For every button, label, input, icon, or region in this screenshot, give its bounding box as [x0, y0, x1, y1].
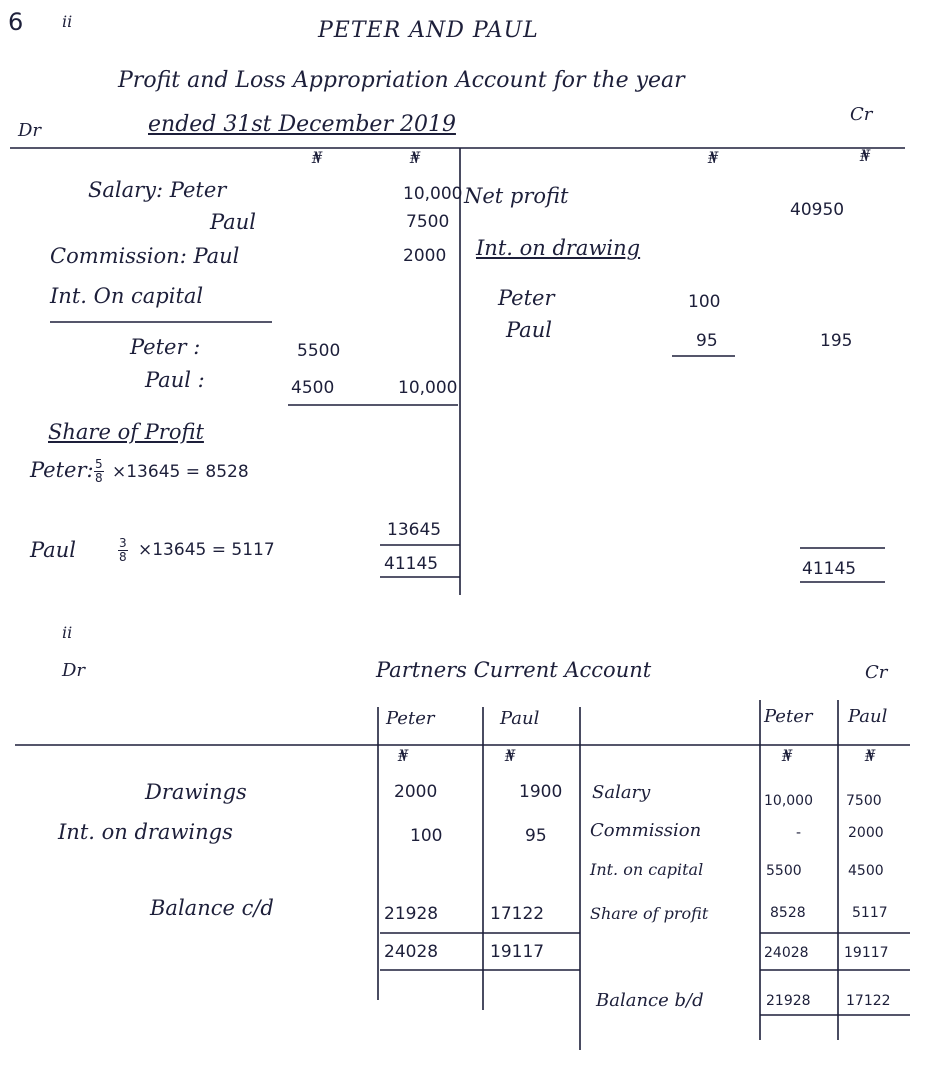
salary-paul-amount: 7500: [406, 212, 450, 232]
int-drawings-label: Int. on drawings: [58, 820, 233, 844]
currency-marker: ₦: [312, 148, 323, 167]
credit-total-paul: 19117: [844, 945, 889, 961]
peter-share-calc: ×13645 = 8528: [112, 462, 249, 482]
int-drawing-label: Int. on drawing: [476, 236, 641, 260]
question-number: 6: [8, 8, 24, 36]
balance-bd-peter: 21928: [766, 993, 811, 1009]
int-capital-row-label: Int. on capital: [590, 860, 704, 879]
currency-marker: ₦: [782, 746, 793, 765]
net-profit-label: Net profit: [464, 184, 569, 208]
int-drawings-paul: 95: [525, 826, 547, 846]
commission-row-label: Commission: [590, 820, 702, 841]
fraction-numerator: 3: [119, 536, 127, 550]
drawings-label: Drawings: [145, 780, 247, 804]
int-capital-total: 10,000: [398, 378, 458, 398]
share-of-profit-label: Share of Profit: [48, 420, 204, 444]
currency-marker: ₦: [860, 146, 871, 165]
balance-cd-label: Balance c/d: [150, 896, 274, 920]
col-paul-credit: Paul: [848, 706, 888, 727]
debit-total-paul: 19117: [490, 942, 545, 962]
commission-amount: 2000: [403, 246, 447, 266]
drawings-paul: 1900: [519, 782, 563, 802]
balance-bd-label: Balance b/d: [596, 990, 704, 1011]
current-account-title: Partners Current Account: [376, 658, 652, 682]
paul-share-fraction: [118, 537, 128, 563]
company-title: PETER AND PAUL: [318, 18, 539, 43]
peter-share-fraction: [94, 458, 104, 484]
int-drawing-peter-label: Peter: [498, 286, 555, 310]
commission-label: Commission: Paul: [50, 244, 240, 268]
fraction-denominator: 8: [95, 470, 103, 485]
account-subtitle: ended 31st December 2019: [148, 112, 456, 137]
int-drawing-paul-label: Paul: [506, 318, 552, 342]
share-profit-paul: 5117: [852, 905, 888, 921]
int-drawings-peter: 100: [410, 826, 443, 846]
credit-total-peter: 24028: [764, 945, 809, 961]
cr-label: Cr: [850, 104, 873, 125]
currency-marker: ₦: [398, 746, 409, 765]
net-profit-amount: 40950: [790, 200, 845, 220]
int-drawing-total: 195: [820, 331, 853, 351]
salary-paul-label: Paul: [210, 210, 256, 234]
credit-total: 41145: [802, 559, 857, 579]
question-part: ii: [62, 12, 73, 31]
debit-total: 41145: [384, 554, 439, 574]
paul-share-label: Paul: [30, 538, 76, 562]
int-drawing-paul-amount: 95: [696, 331, 718, 351]
int-capital-peter-amount: 5500: [297, 341, 341, 361]
share-profit-row-label: Share of profit: [590, 904, 709, 923]
int-capital-peter: 5500: [766, 863, 802, 879]
int-capital-paul: 4500: [848, 863, 884, 879]
account-title: Profit and Loss Appropriation Account for the year: [118, 68, 685, 93]
dr-label: Dr: [18, 120, 42, 141]
commission-peter: -: [796, 825, 802, 841]
debit-total-peter: 24028: [384, 942, 439, 962]
share-total: 13645: [387, 520, 442, 540]
ca-dr-label: Dr: [62, 660, 86, 681]
int-capital-label: Int. On capital: [50, 284, 204, 308]
int-drawing-peter-amount: 100: [688, 292, 721, 312]
balance-cd-paul: 17122: [490, 904, 545, 924]
col-peter-credit: Peter: [764, 706, 813, 727]
int-capital-paul-label: Paul :: [145, 368, 205, 392]
balance-cd-peter: 21928: [384, 904, 439, 924]
salary-label: Salary: Peter: [88, 178, 227, 202]
salary-peter: 10,000: [764, 793, 813, 809]
peter-share-label: Peter:: [30, 458, 94, 482]
col-peter-debit: Peter: [386, 708, 435, 729]
paul-share-calc: ×13645 = 5117: [138, 540, 275, 560]
fraction-denominator: 8: [119, 549, 127, 564]
currency-marker: ₦: [708, 148, 719, 167]
fraction-numerator: 5: [95, 457, 103, 471]
col-paul-debit: Paul: [500, 708, 540, 729]
salary-peter-amount: 10,000: [403, 184, 463, 204]
currency-marker: ₦: [410, 148, 421, 167]
ca-cr-label: Cr: [865, 662, 888, 683]
part-label: ii: [62, 623, 73, 642]
int-capital-peter-label: Peter :: [130, 335, 201, 359]
commission-paul: 2000: [848, 825, 884, 841]
currency-marker: ₦: [505, 746, 516, 765]
drawings-peter: 2000: [394, 782, 438, 802]
share-profit-peter: 8528: [770, 905, 806, 921]
salary-row-label: Salary: [592, 782, 651, 803]
currency-marker: ₦: [865, 746, 876, 765]
int-capital-paul-amount: 4500: [291, 378, 335, 398]
salary-paul: 7500: [846, 793, 882, 809]
balance-bd-paul: 17122: [846, 993, 891, 1009]
